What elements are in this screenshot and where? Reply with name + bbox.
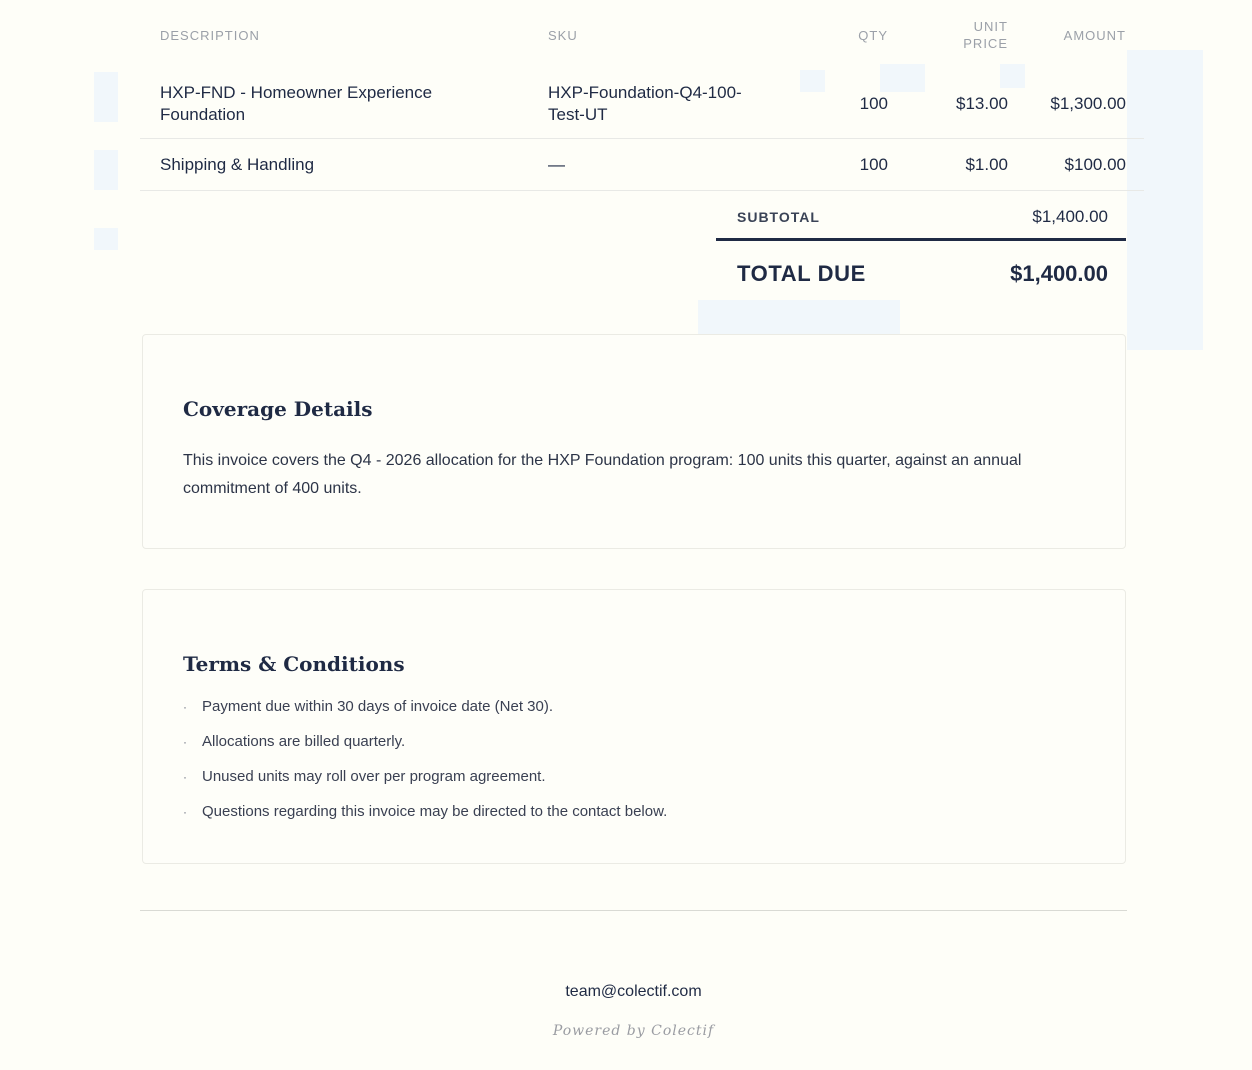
row-sku-line2: Test-UT [548, 105, 608, 124]
watermark-block [94, 228, 118, 250]
list-item [183, 732, 667, 767]
header-unit-price-line2: PRICE [963, 36, 1008, 51]
row-amount: $100.00 [1064, 154, 1126, 174]
total-due-label: TOTAL DUE [737, 261, 866, 286]
header-amount: AMOUNT [1063, 27, 1126, 43]
header-qty: QTY [858, 27, 888, 43]
table-row [140, 139, 1144, 191]
terms-list [183, 697, 667, 837]
row-description-line2: Foundation [160, 105, 246, 124]
row-amount: $1,300.00 [1050, 94, 1126, 113]
row-sku: — [548, 154, 565, 174]
terms-card [142, 589, 1126, 864]
terms-title: Terms & Conditions [183, 652, 405, 676]
watermark-block [94, 72, 118, 122]
coverage-details-body: This invoice covers the Q4 - 2026 allocation for the HXP Foundation program: 100 units this quarter, against an annual commitment of 400 units. [183, 452, 1022, 497]
bullet-icon: · [183, 735, 187, 749]
footer-divider [140, 910, 1127, 911]
coverage-details-title: Coverage Details [183, 397, 373, 421]
header-unit-price [888, 0, 1008, 70]
subtotal-value: $1,400.00 [1032, 207, 1108, 226]
bullet-icon: · [183, 700, 187, 714]
bullet-icon: · [183, 805, 187, 819]
header-sku: SKU [548, 27, 578, 43]
header-description: DESCRIPTION [160, 27, 260, 43]
row-qty: 100 [859, 94, 888, 113]
invoice-page [140, 0, 1127, 1039]
terms-item-text: Unused units may roll over per program agreement. [202, 768, 546, 785]
table-row [140, 70, 1144, 139]
list-item [183, 802, 667, 837]
table-header-row [140, 0, 1144, 70]
header-unit-price-line1: UNIT [973, 19, 1008, 34]
row-description [140, 70, 548, 139]
watermark-block [94, 150, 118, 190]
total-due-value: $1,400.00 [1010, 261, 1108, 286]
contact-email-link[interactable]: team@colectif.com [565, 983, 702, 1000]
terms-item-text: Payment due within 30 days of invoice date (Net 30). [202, 698, 554, 715]
list-item [183, 697, 667, 732]
powered-by-text: Powered by Colectif [552, 1023, 715, 1039]
subtotal-label: SUBTOTAL [737, 209, 820, 225]
list-item [183, 767, 667, 802]
terms-item-text: Allocations are billed quarterly. [202, 733, 406, 750]
row-description-line1: HXP-FND - Homeowner Experience [160, 83, 433, 102]
row-qty: 100 [859, 154, 888, 174]
row-sku-line1: HXP-Foundation-Q4-100- [548, 83, 742, 102]
coverage-details-card [142, 334, 1126, 549]
total-due-row [716, 245, 1126, 303]
line-items-table [140, 0, 1144, 191]
terms-item-text: Questions regarding this invoice may be directed to the contact below. [202, 803, 668, 820]
row-sku [548, 70, 803, 139]
bullet-icon: · [183, 770, 187, 784]
row-unit-price: $1.00 [965, 154, 1008, 174]
subtotal-row [716, 196, 1126, 241]
row-description: Shipping & Handling [160, 154, 315, 174]
row-unit-price: $13.00 [956, 94, 1008, 113]
